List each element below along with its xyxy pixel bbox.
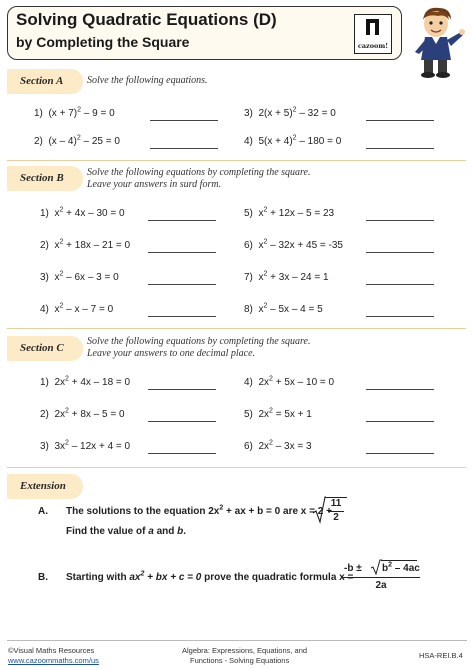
- section-b-question-1: 1) $x^2 + 4x - 30 = 0$: [40, 206, 125, 219]
- footer-copyright: ©Visual Maths Resources: [8, 646, 95, 655]
- answer-line: [148, 252, 216, 253]
- quadratic-formula-bar: [342, 577, 420, 578]
- section-a-question-1: 1) $(x + 7)^2 - 9 = 0$: [34, 106, 115, 119]
- logo-text: cazoom!: [357, 42, 389, 50]
- answer-line: [148, 421, 216, 422]
- quadratic-formula-denominator: 2a: [375, 580, 387, 591]
- extension-a-letter: A.: [38, 506, 48, 517]
- answer-line: [366, 421, 434, 422]
- quadratic-formula-numerator: -b ±: [344, 563, 362, 574]
- section-c-question-3: 3) $3x^2 - 12x + 4 = 0$: [40, 439, 131, 452]
- section-b-instruction-1: Solve the following equations by completing the square.: [87, 167, 311, 178]
- answer-line: [148, 316, 216, 317]
- section-b-instruction-2: Leave your answers in surd form.: [87, 179, 222, 190]
- answer-line: [148, 389, 216, 390]
- section-c-instruction-1: Solve the following equations by completing the square.: [87, 336, 311, 347]
- logo-figure-icon: [355, 15, 390, 39]
- square-root-sign-icon: [312, 496, 326, 524]
- extension-a-fraction-numerator: 11: [330, 498, 342, 509]
- square-root-sign-icon: [370, 559, 382, 575]
- root-overline: [381, 560, 417, 561]
- section-divider: [7, 328, 466, 329]
- section-c-question-6: 6) $2x^2 - 3x = 3$: [244, 439, 312, 452]
- section-divider: [7, 160, 466, 161]
- footer-topic-line-1: Algebra: Expressions, Equations, and: [182, 646, 308, 655]
- answer-line: [366, 252, 434, 253]
- extension-b-letter: B.: [38, 572, 48, 583]
- section-b-question-4: 4) $x^2 - x - 7 = 0$: [40, 302, 114, 315]
- answer-line: [148, 284, 216, 285]
- section-b-question-6: 6) $x^2 - 32x + 45 = -35$: [244, 238, 343, 251]
- extension-a-question: The solutions to the equation $2x^2$ + ax + b = 0 are x = 2 +: [66, 504, 332, 517]
- answer-line: [366, 316, 434, 317]
- section-b-question-2: 2) $x^2 + 18x - 21 = 0$: [40, 238, 131, 251]
- section-divider: [7, 467, 466, 468]
- section-c-instruction-2: Leave your answers to one decimal place.: [87, 348, 256, 359]
- section-c-label: Section C: [20, 342, 64, 354]
- extension-label: Extension: [20, 480, 66, 492]
- answer-line: [366, 284, 434, 285]
- section-b-question-5: 5) $x^2 + 12x - 5 = 23$: [244, 206, 335, 219]
- section-a-label: Section A: [20, 75, 64, 87]
- answer-line: [366, 148, 434, 149]
- section-b-question-3: 3) $x^2 - 6x - 3 = 0$: [40, 270, 119, 283]
- section-a-question-3: 3) $2(x + 5)^2 - 32 = 0$: [244, 106, 336, 119]
- answer-line: [148, 453, 216, 454]
- section-b-label: Section B: [20, 172, 64, 184]
- answer-line: [366, 220, 434, 221]
- footer-standard-code: HSA-REI.B.4: [419, 651, 463, 660]
- section-b-question-8: 8) $x^2 - 5x - 4 = 5$: [244, 302, 323, 315]
- footer-divider: [7, 640, 467, 641]
- section-c-question-5: 5) $2x^2 = 5x + 1$: [244, 407, 312, 420]
- extension-a-fraction-denominator: 2: [333, 512, 339, 523]
- quadratic-formula-radicand: $b^2 - 4ac$: [382, 561, 420, 574]
- section-a-instruction: Solve the following equations.: [87, 75, 208, 86]
- section-a-question-2: 2) (x – 4)$^2$ – 25 = 0: [34, 134, 120, 147]
- extension-b-question: Starting with $ax^2$ + bx + c = 0 prove the quadratic formula x =: [66, 570, 354, 583]
- section-a-question-4: 4) $5(x + 4)^2 - 180 = 0$: [244, 134, 342, 147]
- section-b-question-7: 7) $x^2 + 3x - 24 = 1$: [244, 270, 329, 283]
- answer-line: [150, 120, 218, 121]
- footer-url-link[interactable]: www.cazoommaths.com/us: [8, 656, 99, 665]
- answer-line: [150, 148, 218, 149]
- section-c-question-4: 4) $2x^2 + 5x - 10 = 0$: [244, 375, 335, 388]
- answer-line: [148, 220, 216, 221]
- extension-a-find: Find the value of a and b.: [66, 526, 187, 537]
- answer-line: [366, 389, 434, 390]
- mascot-boy-illustration: [405, 4, 467, 80]
- answer-line: [366, 453, 434, 454]
- section-c-question-2: 2) $2x^2 + 8x - 5 = 0$: [40, 407, 125, 420]
- footer-topic-line-2: Functions - Solving Equations: [190, 656, 290, 665]
- page-title: Solving Quadratic Equations (D): [16, 10, 277, 29]
- answer-line: [366, 120, 434, 121]
- section-c-question-1: 1) $2x^2 + 4x - 18 = 0$: [40, 375, 131, 388]
- page-subtitle: by Completing the Square: [16, 34, 190, 50]
